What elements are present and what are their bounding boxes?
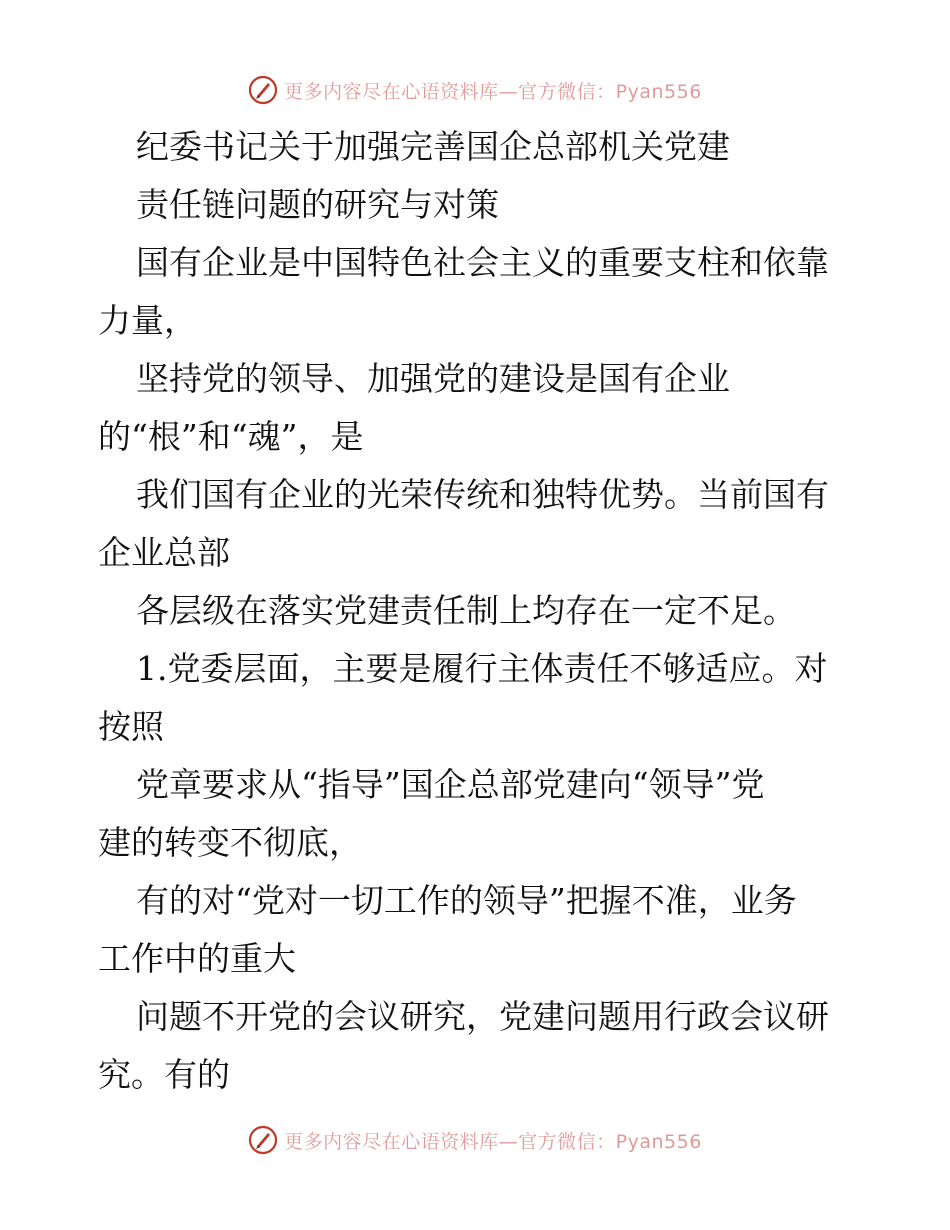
document-body xyxy=(98,118,854,1104)
watermark-text: 更多内容尽在心语资料库—官方微信：Pyan556 xyxy=(284,1130,702,1153)
paragraph-line: 1.党委层面，主要是履行主体责任不够适应。对 xyxy=(136,649,828,688)
title-line-1: 纪委书记关于加强完善国企总部机关党建 xyxy=(136,127,730,166)
paragraph-line: 各层级在落实党建责任制上均存在一定不足。 xyxy=(136,591,796,630)
header-watermark xyxy=(0,70,950,110)
paragraph-line: 按照 xyxy=(98,707,164,746)
paragraph-line: 问题不开党的会议研究，党建问题用行政会议研 xyxy=(136,997,829,1036)
title-line-2: 责任链问题的研究与对策 xyxy=(136,185,499,224)
paragraph-line: 坚持党的领导、加强党的建设是国有企业 xyxy=(136,359,730,398)
paragraph-line: 的“根”和“魂”，是 xyxy=(98,417,364,456)
watermark-text: 更多内容尽在心语资料库—官方微信：Pyan556 xyxy=(284,80,702,103)
paragraph-line: 力量， xyxy=(98,301,197,340)
paragraph-line: 工作中的重大 xyxy=(98,939,296,978)
paragraph-line: 建的转变不彻底， xyxy=(98,823,362,862)
paragraph-line: 党章要求从“指导”国企总部党建向“领导”党 xyxy=(136,765,765,804)
footer-watermark xyxy=(0,1120,950,1160)
paragraph-line: 究。有的 xyxy=(98,1055,230,1094)
paragraph-line: 我们国有企业的光荣传统和独特优势。当前国有 xyxy=(136,475,829,514)
quill-pen-icon xyxy=(248,1125,278,1155)
paragraph-line: 国有企业是中国特色社会主义的重要支柱和依靠 xyxy=(136,243,829,282)
paragraph-line: 有的对“党对一切工作的领导”把握不准，业务 xyxy=(136,881,797,920)
paragraph-line: 企业总部 xyxy=(98,533,230,572)
quill-pen-icon xyxy=(248,75,278,105)
